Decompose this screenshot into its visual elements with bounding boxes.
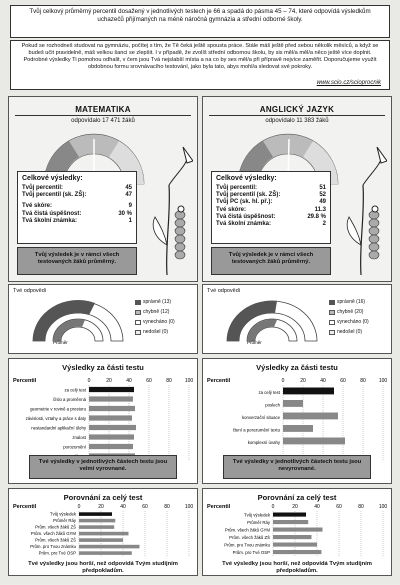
data-bar (79, 519, 115, 523)
percentil-label: Percentil (207, 504, 231, 510)
flower-illustration (147, 145, 193, 281)
result-row (216, 207, 326, 214)
axis-tick-label: 40 (120, 504, 126, 510)
category-label: číslo a proměnná (53, 397, 86, 403)
result-value: 49 (319, 199, 326, 206)
category-label: za celý test (258, 389, 280, 395)
participant-count: odpovídalo 11 383 žáků (265, 118, 329, 124)
intro-text: Tvůj celkový průměrný percentil dosažený v jednotlivých testech je 66 a spadá do pásma 45 – 74, které odpovídá výsledkům uchazečů přijímaných na méně náročná gymnázia a střední odborné školy. (29, 8, 371, 23)
legend-swatch (329, 320, 335, 325)
result-label: Tvůj percentil: (216, 185, 258, 191)
category-label: Průměr Ráy (247, 519, 270, 525)
axis-tick-label: 100 (184, 378, 194, 384)
category-label: Prům. všech žáků GYM (30, 531, 76, 537)
divider (15, 115, 191, 116)
legend-item (329, 309, 369, 315)
legend-item (329, 319, 369, 325)
legend-label: chybně (20) (337, 309, 364, 315)
data-bar (79, 545, 140, 549)
data-bar (79, 551, 132, 555)
results-title: Celkové výsledky: (216, 175, 277, 182)
data-bar (89, 396, 133, 401)
result-label: Tvé skóre: (216, 206, 247, 213)
category-label: Prům. všech žáků ZŠ (35, 537, 76, 543)
data-bar (283, 388, 334, 395)
axis-tick-label: 40 (314, 504, 320, 510)
math-column (8, 92, 198, 580)
result-row (216, 221, 326, 228)
web-link[interactable]: www.scio.cz/scioprocnik (316, 80, 381, 86)
axis-tick-label: 100 (184, 504, 194, 510)
data-bar (89, 444, 133, 449)
total-chart (9, 501, 197, 559)
category-label: Prům. pro Tvou známku (224, 542, 270, 548)
parts-title: Výsledky za části testu (256, 363, 338, 372)
data-bar (79, 525, 114, 529)
category-label: Prům. pro Tvou známku (30, 544, 76, 550)
category-label: Prům. pro Tvé OSP (232, 549, 270, 555)
average-label: Průměr (247, 340, 262, 345)
result-value: 51 (319, 185, 326, 191)
result-value: 29.8 % (307, 213, 326, 220)
data-bar (89, 406, 135, 411)
data-bar (89, 415, 132, 420)
answers-chart (23, 295, 133, 345)
parts-chart (203, 373, 391, 465)
category-label: Prům. všech žáků ZŠ (229, 534, 270, 540)
total-summary: Tvé výsledky jsou horší, než odpovídá Tvým studijním předpokladům. (28, 561, 178, 574)
axis-tick-label: 100 (378, 378, 388, 384)
percentil-label: Percentil (13, 504, 37, 510)
legend-item (329, 329, 369, 335)
axis-tick-label: 60 (340, 378, 346, 384)
axis-tick-label: 60 (336, 504, 342, 510)
category-label: porozumění (63, 444, 86, 450)
answers-panel (202, 284, 392, 354)
parts-summary: Tvé výsledky v jednotlivých částech testu jsou velmi vyrovnané. (29, 455, 177, 479)
data-bar (283, 400, 303, 407)
axis-tick-label: 80 (164, 504, 170, 510)
data-bar (89, 387, 134, 392)
legend-swatch (329, 330, 335, 335)
result-value: 2 (322, 221, 326, 228)
intro-box (10, 5, 390, 38)
total-panel (8, 488, 198, 576)
axis-tick-label: 0 (77, 504, 81, 510)
result-row (22, 203, 132, 210)
answers-legend (329, 299, 369, 339)
category-label: Tvůj výsledek (49, 511, 76, 517)
legend-swatch (135, 310, 141, 315)
data-bar (89, 425, 136, 430)
answers-panel (8, 284, 198, 354)
english-column (202, 92, 392, 580)
parts-chart (9, 373, 197, 465)
axis-tick-label: 20 (98, 504, 104, 510)
result-value: 1 (128, 217, 132, 224)
data-bar (79, 538, 123, 542)
result-value: 52 (319, 192, 326, 199)
result-value: 47 (125, 192, 132, 199)
data-bar (273, 550, 321, 554)
result-value: 30 % (118, 210, 132, 217)
flower-illustration (341, 145, 387, 281)
category-label: čtení a porozumění textu (232, 427, 280, 433)
result-row (22, 192, 132, 199)
legend-label: chybně (12) (143, 309, 170, 315)
category-label: Tvůj výsledek (243, 512, 270, 518)
parts-title: Výsledky za části testu (62, 363, 144, 372)
data-bar (283, 413, 338, 420)
results-box (211, 171, 331, 244)
summary-box: Tvůj výsledek je v rámci všech testovaných žáků průměrný. (211, 247, 331, 275)
percentil-label: Percentil (13, 378, 37, 384)
axis-tick-label: 100 (378, 504, 388, 510)
result-row (22, 218, 132, 225)
participant-count: odpovídalo 17 471 žáků (71, 118, 135, 124)
percentil-label: Percentil (207, 378, 231, 384)
legend-swatch (329, 310, 335, 315)
parts-summary: Tvé výsledky v jednotlivých částech testu jsou nevyrovnané. (223, 455, 371, 479)
data-bar (89, 434, 134, 439)
advice-text: Pokud se rozhodneš studovat na gymnáziu, počítej s tím, že Tě čeká ještě spousta práce. Stále máš ještě před sebou několik měsíců, a když se budeš učit pravidelně, máš velkou šanci se zlepšit. I v případě, že zvolíš střední odbornou školu, by sis měl/a měl/a něco ještě více doplnit. Podrobné výsledky Ti pomohou odhalit, v čem jsou Tvá nejslabší místa a na co by ses měl/a při přípravě nejvíce zaměřit. Doporučujeme využít obdobnou formu srovnávacího testování, jako byla tato, abys mohl/a sledovat své pokroky. (21, 43, 379, 70)
result-value: 11.3 (314, 206, 326, 213)
data-bar (273, 535, 312, 539)
category-label: geometrie v rovině a prostoru (30, 406, 86, 412)
result-value: 45 (125, 185, 132, 191)
answers-legend (135, 299, 175, 339)
axis-tick-label: 80 (358, 504, 364, 510)
axis-tick-label: 40 (126, 378, 132, 384)
axis-tick-label: 60 (146, 378, 152, 384)
result-row (216, 199, 326, 206)
answers-title: Tvé odpovědi (13, 288, 47, 294)
category-label: Prům. pro Tvé OSP (38, 550, 76, 556)
result-label: Tvůj percentil (sk. ZŠ): (216, 192, 281, 199)
data-bar (79, 532, 129, 536)
legend-label: vynecháno (0) (143, 319, 175, 325)
category-label: konverzační situace (242, 414, 280, 420)
legend-label: nedošel (0) (337, 329, 363, 335)
legend-swatch (329, 300, 335, 305)
axis-tick-label: 60 (142, 504, 148, 510)
legend-swatch (135, 300, 141, 305)
data-bar (273, 543, 317, 547)
data-bar (273, 528, 323, 532)
answers-title: Tvé odpovědi (207, 288, 241, 294)
parts-panel (8, 358, 198, 484)
answers-chart (217, 295, 327, 345)
axis-tick-label: 0 (271, 504, 275, 510)
legend-item (135, 319, 175, 325)
advice-box (10, 40, 390, 90)
category-label: Průměr Ráy (53, 518, 76, 524)
category-label: poslech (265, 402, 280, 408)
axis-tick-label: 80 (360, 378, 366, 384)
total-title: Porovnání za celý test (257, 493, 337, 502)
data-bar (283, 438, 345, 445)
divider (209, 115, 385, 116)
legend-label: vynecháno (0) (337, 319, 369, 325)
result-label: Tvůj percentil (sk. ZŠ): (22, 192, 87, 199)
category-label: komplexní úvahy (247, 439, 280, 445)
axis-tick-label: 20 (292, 504, 298, 510)
data-bar (79, 512, 112, 516)
legend-item (329, 299, 369, 305)
category-label: Prům. všech žáků GYM (224, 527, 270, 533)
data-bar (273, 513, 306, 517)
result-row (216, 214, 326, 221)
legend-item (135, 309, 175, 315)
legend-label: správně (16) (337, 299, 366, 305)
result-row (22, 211, 132, 218)
category-label: nestandardní aplikační úlohy (31, 425, 86, 431)
axis-tick-label: 20 (300, 378, 306, 384)
result-label: Tvá školní známka: (216, 221, 272, 228)
category-label: za celý test (64, 387, 86, 393)
result-label: Tvé skóre: (22, 203, 53, 210)
legend-item (135, 299, 175, 305)
average-label: Průměr (53, 340, 68, 345)
data-bar (273, 520, 308, 524)
result-label: Tvá čistá úspěšnost: (216, 213, 276, 220)
category-label: Prům. všech žáků ZŠ (35, 524, 76, 530)
subject-title: MATEMATIKA (75, 105, 131, 114)
result-label: Tvá školní známka: (22, 217, 78, 224)
result-value: 9 (128, 203, 132, 210)
parts-panel (202, 358, 392, 484)
subject-title: ANGLICKÝ JAZYK (259, 105, 335, 114)
math-main-panel (8, 96, 198, 282)
result-label: Tvůj PC (sk. hl. př.): (216, 199, 273, 206)
axis-tick-label: 0 (281, 378, 285, 384)
results-box (17, 171, 137, 244)
axis-tick-label: 0 (87, 378, 91, 384)
legend-swatch (135, 320, 141, 325)
total-panel (202, 488, 392, 576)
axis-tick-label: 80 (166, 378, 172, 384)
results-title: Celkové výsledky: (22, 175, 83, 182)
legend-label: nedošel (0) (143, 329, 169, 335)
english-main-panel (202, 96, 392, 282)
legend-label: správně (13) (143, 299, 172, 305)
category-label: závislosti, vztahy a práce s daty (25, 416, 86, 422)
total-chart (203, 501, 391, 559)
total-title: Porovnání za celý test (63, 493, 143, 502)
total-summary: Tvé výsledky jsou horší, než odpovídá Tvým studijním předpokladům. (222, 561, 372, 574)
summary-box: Tvůj výsledek je v rámci všech testovaných žáků průměrný. (17, 247, 137, 275)
axis-tick-label: 20 (106, 378, 112, 384)
data-bar (283, 425, 313, 432)
result-label: Tvůj percentil: (22, 185, 64, 191)
result-label: Tvá čistá úspěšnost: (22, 210, 82, 217)
legend-swatch (135, 330, 141, 335)
legend-item (135, 329, 175, 335)
axis-tick-label: 40 (320, 378, 326, 384)
category-label: znalost (72, 435, 86, 441)
